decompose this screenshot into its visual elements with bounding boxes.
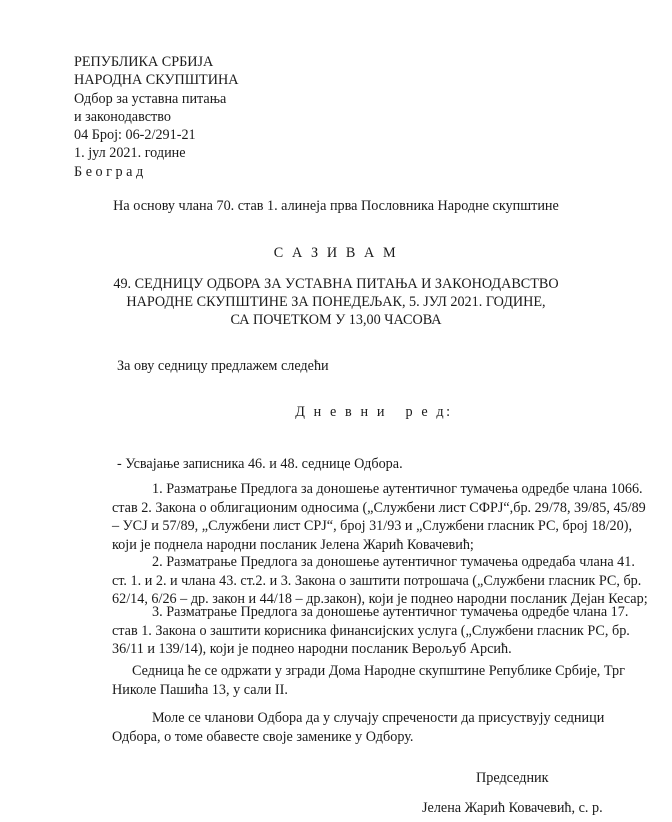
session-title-line: НАРОДНЕ СКУПШТИНЕ ЗА ПОНЕДЕЉАК, 5. ЈУЛ 2021. ГОДИНЕ, bbox=[126, 294, 546, 310]
agenda-item-line: који је поднела народни посланик Јелена Жарић Ковачевић; bbox=[112, 536, 474, 553]
proposal-intro: За ову седницу предлажем следећи bbox=[117, 358, 329, 374]
session-location-line: Седница ће се одржати у згради Дома Народне скупштине Републике Србије, Трг bbox=[132, 663, 625, 679]
agenda-item-3 bbox=[112, 603, 630, 659]
agenda-item-line: 62/14, 6/26 – др. закон и 44/18 – др.закон), који је поднео народни посланик Дејан Кесар; bbox=[112, 591, 648, 607]
agenda-item-line: 2. Разматрање Предлога за доношење аутентичног тумачења одредаба члана 41. bbox=[152, 554, 635, 570]
members-notice-line: Одбора, о томе обавесте своје заменике у Одбору. bbox=[112, 728, 414, 745]
agenda-item-line: ст. 1. и 2. и члана 43. ст.2. и 3. Закона о заштити потрошача („Службени гласник РС, бр. bbox=[112, 572, 642, 589]
agenda-item-line: став 1. Закона о заштити корисника финансијских услуга („Службени гласник РС, бр. bbox=[112, 622, 630, 639]
letterhead-assembly: НАРОДНА СКУПШТИНА bbox=[74, 72, 239, 89]
agenda-item-1 bbox=[112, 480, 646, 554]
letterhead-committee-cont: и законодавство bbox=[74, 108, 171, 125]
signature-role: Председник bbox=[476, 770, 549, 786]
agenda-preliminary-item: - Усвајање записника 46. и 48. седнице Одбора. bbox=[117, 456, 403, 472]
members-notice-line: Моле се чланови Одбора да у случају спречености да присуствују седници bbox=[152, 710, 605, 726]
letterhead-reference-number: 04 Број: 06-2/291-21 bbox=[74, 127, 196, 144]
letterhead-committee: Одбор за уставна питања bbox=[74, 90, 227, 107]
agenda-item-2 bbox=[112, 553, 648, 609]
agenda-item-line: став 2. Закона о облигационим односима („Службени лист СФРЈ“,бр. 29/78, 39/85, 45/89 bbox=[112, 499, 646, 516]
agenda-item-line: 3. Разматрање Предлога за доношење аутентичног тумачења одредбе члана 17. bbox=[152, 604, 629, 620]
signature-name: Јелена Жарић Ковачевић, с. р. bbox=[422, 800, 603, 816]
letterhead-city: Б е о г р а д bbox=[74, 163, 144, 180]
members-notice bbox=[112, 709, 605, 746]
agenda-title: Д н е в н и р е д: bbox=[295, 404, 453, 420]
letterhead-country: РЕПУБЛИКА СРБИЈА bbox=[74, 54, 214, 70]
session-location bbox=[112, 662, 625, 699]
session-location-line: Николе Пашића 13, у сали II. bbox=[112, 681, 288, 698]
session-title-line: СА ПОЧЕТКОМ У 13,00 ЧАСОВА bbox=[230, 312, 442, 328]
convene-title: С А З И В А М bbox=[273, 245, 399, 261]
session-title-line: 49. СЕДНИЦУ ОДБОРА ЗА УСТАВНА ПИТАЊА И ЗАКОНОДАВСТВО bbox=[113, 276, 559, 292]
agenda-item-line: 36/11 и 139/14), који је поднео народни посланик Верољуб Арсић. bbox=[112, 641, 512, 657]
agenda-item-line: – УСЈ и 57/89, „Службени лист СРЈ“, број 31/93 и „Службени гласник РС, број 18/20), bbox=[112, 518, 632, 534]
preamble: На основу члана 70. став 1. алинеја прва Пословника Народне скупштине bbox=[113, 198, 559, 214]
agenda-item-line: 1. Разматрање Предлога за доношење аутентичног тумачења одредбе члана 1066. bbox=[152, 481, 643, 497]
letterhead bbox=[74, 53, 238, 181]
letterhead-date: 1. јул 2021. године bbox=[74, 145, 186, 162]
